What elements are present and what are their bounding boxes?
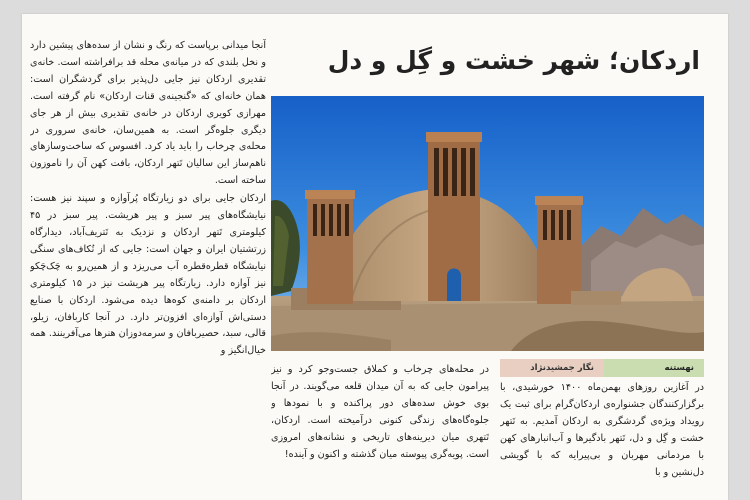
newspaper-page: [22, 14, 728, 500]
article-column-middle: [271, 362, 489, 500]
credit-role-label: نهستنه: [604, 359, 704, 377]
article-column-left: [30, 38, 266, 500]
paragraph: اردکان جایی برای دو زیارتگاه پُرآوازه و سپند نیز هست: نیایشگاه‌های پیر سبز و پیر هریشت. پیر سبز در ۴۵ کیلومتری تَتهر اردکان و نزدیک به تَتریف‌آباد، دیدارگاه زرتشتیان ایران و جهان است: جایی که از تُکاف‌های سنگی نیایشگاه قطره‌قطره آب می‌ریزد و از همین‌رو به چَک‌چَکو نیز آوازه دارد. زیارتگاه پیر هریشت نیز در ۱۵ کیلومتری اردکان بر دامنه‌ی کوه‌ها دیده می‌شود. اردکان با صنایع دستی‌اش آوازه‌ای افزون‌تر دارد. در آنجا کاربافان، زیلو، قالی، سبد، حصیربافان و سرمه‌دوزان هنرها می‌آفرینند. همه خیال‌انگیز و: [30, 193, 266, 357]
paragraph: در محله‌های چرخاب و کملاق جست‌وجو کرد و نیز پیرامون جایی که به آن میدان قلعه می‌گویند. در آنجا بوی خوش سده‌های دور پراکنده و با نمودها و جلوه‌گاه‌های زندگی کنونی درآمیخته است. اردکان، تَتهری میان دیرینه‌های تاریخی و نشانه‌های امروزی است. پویه‌گری پیوسته میان گذشته و اکنون و آینده!: [271, 364, 489, 460]
article-photo-windcatcher-cistern: [271, 96, 704, 351]
paragraph: آنجا میدانی برپاست که رنگ و نشان از سده‌های پیشین دارد و نخل بلندی که در میانه‌ی محله قد برافراشته است. خانه‌ی تقدیری اردکان نیز جایی دل‌پذیر برای گردشگران است: همان خانه‌ای که «گنجینه‌ی قنات اردکان» نام گرفته است. مهرازی کویری اردکان در خانه‌ی تقدیری بیش از هر جای دیگری جلوه‌گر است. به همین‌سان، خانه‌ی سروری در محله‌ی چرخاب را باید یاد کرد. افسوس که ساخت‌وسازهای ناهم‌ساز این سالیان تَتهر اردکان، بافت کهن آن را ناموزون ساخته است.: [30, 40, 266, 187]
paragraph: در آغازین روزهای بهمن‌ماه ۱۴۰۰ خورشیدی، با برگزارکنندگان جشنواره‌ی اردکان‌گرام برای ثبت یک رویداد ویژه‌ی گردشگری به اردکان آمدیم. به تَتهر خشت و گِل و دل، تَتهر بادگیرها و آب‌انبارهای کهن با مردمانی مهربان و بی‌پیرایه که با گویشی دل‌نشین و با: [500, 382, 704, 478]
article-title: اردکان؛ شهر خشت و گِل و دل: [327, 46, 700, 75]
credit-author-name: نگار جمشیدنژاد: [500, 359, 604, 377]
article-credits: [500, 359, 704, 377]
article-column-right: [500, 380, 704, 500]
